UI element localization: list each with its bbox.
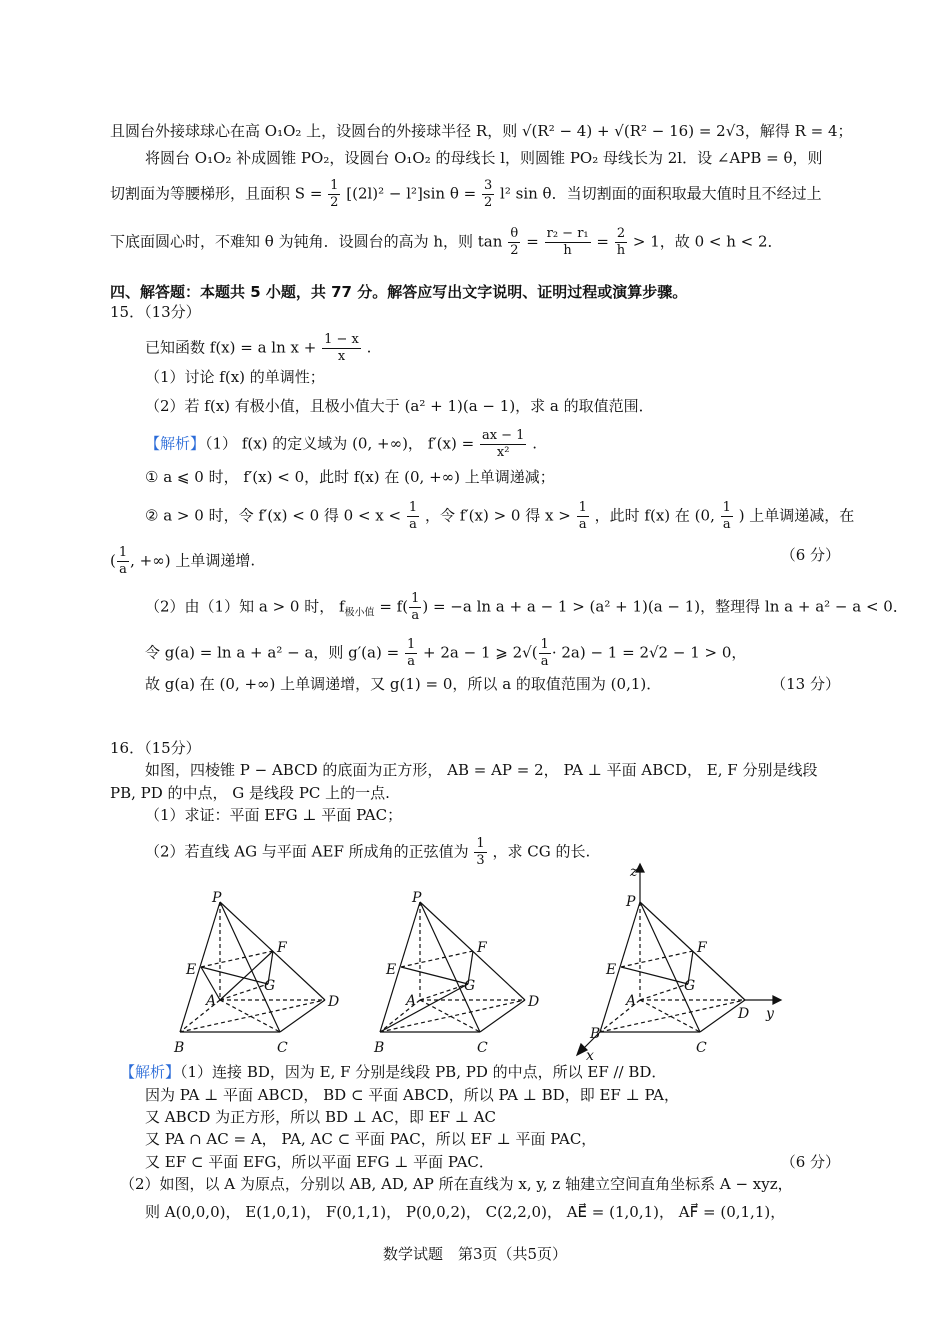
label-A: A bbox=[206, 993, 217, 1009]
text-line: 故 g(a) 在 (0, +∞) 上单调递增，又 g(1) = 0，所以 a 的取值范围为 (0,1)． （13 分） bbox=[145, 675, 840, 693]
text-line: （2）由（1）知 a > 0 时， $f_{极小值} = f$( $\frac{1}{a}$ ) = −a ln a + a − 1 > (a² + 1)(a − 1)，整理得 ln a + a² − a < 0． bbox=[145, 591, 908, 623]
text-line bbox=[110, 226, 783, 259]
fraction: $\frac{1 - x}{x}$ bbox=[324, 332, 359, 364]
label-E: E bbox=[186, 962, 197, 978]
label-P: P bbox=[412, 890, 422, 906]
text-line: 因为 PA ⊥ 平面 ABCD， BD ⊂ 平面 ABCD，所以 PA ⊥ BD，即 EF ⊥ PA， bbox=[145, 1086, 680, 1104]
text-line: 又 EF ⊂ 平面 EFG，所以平面 EFG ⊥ 平面 PAC． （6 分） bbox=[145, 1153, 840, 1171]
text: = bbox=[526, 232, 539, 251]
label-B: B bbox=[174, 1040, 185, 1056]
fraction: $\frac{2}{h}$ bbox=[616, 226, 626, 258]
text-line: 又 ABCD 为正方形，所以 BD ⊥ AC，即 EF ⊥ AC bbox=[145, 1108, 497, 1126]
text-line: ( $\frac{1}{a}$ , +∞) 上单调递增. （6 分） bbox=[110, 545, 840, 577]
text: 且圆台外接球球心在高 O₁O₂ 上，设圆台的外接球半径 R，则 √(R² − 4) + √(R² − 16) = 2√3，解得 R = 4； bbox=[110, 122, 853, 140]
label-E: E bbox=[386, 962, 397, 978]
fraction: $\frac{1}{a}$ bbox=[411, 591, 420, 623]
fraction: $\frac{1}{3}$ bbox=[476, 836, 485, 868]
fraction: $\frac{1}{a}$ bbox=[408, 500, 418, 532]
label-A: A bbox=[406, 993, 417, 1009]
text-line: 如图，四棱锥 P − ABCD 的底面为正方形， AB = AP = 2， PA ⊥ 平面 ABCD， E, F 分别是线段 bbox=[145, 761, 818, 779]
text-line: 令 g(a) = ln a + a² − a，则 g′(a) = $\frac{1}{a}$ + 2a − 1 ⩾ 2√( $\frac{1}{a}$ · 2a) − 1 = 2√2 − 1 > 0， bbox=[145, 637, 747, 669]
label-F: F bbox=[477, 940, 487, 956]
label-y: y bbox=[766, 1006, 774, 1022]
fraction: $\frac{\text{r₂ − r₁}}{h}$ bbox=[546, 226, 589, 258]
solution-tag: 【解析】 bbox=[145, 434, 206, 453]
fraction: $\frac{1}{a}$ bbox=[540, 637, 549, 669]
fraction: $\frac{1}{a}$ bbox=[722, 500, 731, 532]
pyramid-figure-3 bbox=[577, 864, 781, 1055]
label-C: C bbox=[696, 1040, 707, 1056]
label-z: z bbox=[630, 864, 638, 880]
label-D: D bbox=[528, 994, 540, 1010]
score-label: （6 分） bbox=[780, 1153, 840, 1171]
fraction: $\frac{ax - 1}{\text{x²}}$ bbox=[481, 428, 525, 460]
fraction: $\frac{1}{a}$ bbox=[118, 545, 128, 577]
text: [(2l)² − l²]sin θ = bbox=[346, 184, 477, 203]
label-A: A bbox=[626, 993, 637, 1009]
label-P: P bbox=[212, 890, 222, 906]
label-D: D bbox=[328, 994, 340, 1010]
text-line: 则 A(0,0,0)， E(1,0,1)， F(0,1,1)， P(0,0,2)， C(2,2,0)， AE⃗ = (1,0,1)， AF⃗ = (0,1,1)， bbox=[145, 1203, 786, 1221]
text-line: 又 PA ∩ AC = A， PA, AC ⊂ 平面 PAC，所以 EF ⊥ 平面 PAC， bbox=[145, 1130, 597, 1148]
solution-tag: 【解析】 bbox=[120, 1063, 181, 1081]
text: 下底面圆心时，不难知 θ 为钝角．设圆台的高为 h，则 tan bbox=[110, 232, 503, 251]
label-F: F bbox=[697, 940, 707, 956]
text-line bbox=[110, 178, 822, 211]
text-line: （2）如图，以 A 为原点，分别以 AB, AD, AP 所在直线为 x, y, z 轴建立空间直角坐标系 A − xyz， bbox=[120, 1175, 793, 1193]
text-line: PB, PD 的中点， G 是线段 PC 上的一点. bbox=[110, 784, 390, 802]
fraction: $\frac{\theta}{2}$ bbox=[510, 226, 519, 258]
label-B: B bbox=[590, 1026, 601, 1042]
text: = bbox=[596, 232, 609, 251]
text: l² sin θ．当切割面的面积取最大值时且不经过上 bbox=[500, 184, 822, 203]
text: 将圆台 O₁O₂ 补成圆锥 PO₂，设圆台 O₁O₂ 的母线长 l，则圆锥 PO₂ 母线长为 2l．设 ∠APB = θ，则 bbox=[145, 149, 823, 167]
fraction: $\frac{3}{2}$ bbox=[483, 178, 493, 210]
text-line: （2）若 f(x) 有极小值，且极小值大于 (a² + 1)(a − 1)，求 a 的取值范围． bbox=[145, 397, 654, 415]
text-line: 已知函数 f(x) = a ln x + $\frac{1 - x}{x}$ . bbox=[145, 332, 372, 364]
label-x: x bbox=[586, 1048, 594, 1062]
label-E: E bbox=[606, 962, 617, 978]
score-label: （13 分） bbox=[771, 675, 840, 693]
label-G: G bbox=[684, 978, 696, 994]
text: 切割面为等腰梯形，且面积 S = bbox=[110, 184, 323, 203]
text-line bbox=[110, 121, 853, 141]
text-line: ② a > 0 时，令 f′(x) < 0 得 0 < x < $\frac{1}{a}$ ，令 f′(x) > 0 得 x > $\frac{1}{a}$ ，此时 f(x) 在 (0, $\frac{1}{a}$ ) 上单调递减，在 bbox=[145, 500, 855, 532]
text-line: 【解析】（1）连接 BD，因为 E, F 分别是线段 PB, PD 的中点，所以 EF // BD． bbox=[120, 1063, 667, 1081]
text-line: （1）求证：平面 EFG ⊥ 平面 PAC； bbox=[145, 806, 403, 824]
section-heading: 四、解答题：本题共 5 小题，共 77 分。解答应写出文字说明、证明过程或演算步骤。 bbox=[110, 283, 688, 301]
label-F: F bbox=[277, 940, 287, 956]
page-footer: 数学试题 第3页（共5页） bbox=[382, 1245, 568, 1263]
label-G: G bbox=[464, 978, 476, 994]
text-line: ① a ⩽ 0 时， f′(x) < 0，此时 f(x) 在 (0, +∞) 上单调递减； bbox=[145, 468, 555, 486]
label-G: G bbox=[264, 978, 276, 994]
fraction: $\frac{1}{a}$ bbox=[578, 500, 587, 532]
score-label: （6 分） bbox=[780, 546, 840, 564]
label-P: P bbox=[626, 894, 636, 910]
text-line: （1）讨论 f(x) 的单调性； bbox=[145, 368, 325, 386]
pyramid-figure-1 bbox=[180, 902, 325, 1032]
label-B: B bbox=[374, 1040, 385, 1056]
fraction: $\frac{1}{a}$ bbox=[406, 637, 416, 669]
fraction: $\frac{1}{2}$ bbox=[330, 178, 339, 210]
label-C: C bbox=[477, 1040, 488, 1056]
text-line bbox=[145, 148, 823, 168]
pyramid-figures bbox=[160, 862, 800, 1062]
question-number: 16．（15分） bbox=[110, 739, 201, 757]
pyramid-figure-2 bbox=[380, 902, 525, 1032]
question-number: 15．（13分） bbox=[110, 303, 201, 321]
label-C: C bbox=[277, 1040, 288, 1056]
text-line: （2）若直线 AG 与平面 AEF 所成角的正弦值为 $\frac{1}{3}$ ，求 CG 的长. bbox=[145, 836, 591, 868]
text: > 1，故 0 < h < 2． bbox=[632, 232, 783, 251]
label-D: D bbox=[738, 1006, 750, 1022]
text-line: 【解析】（1） f(x) 的定义域为 (0, +∞)， f′(x) = $\frac{ax - 1}{\text{x²}}$ . bbox=[145, 428, 538, 460]
